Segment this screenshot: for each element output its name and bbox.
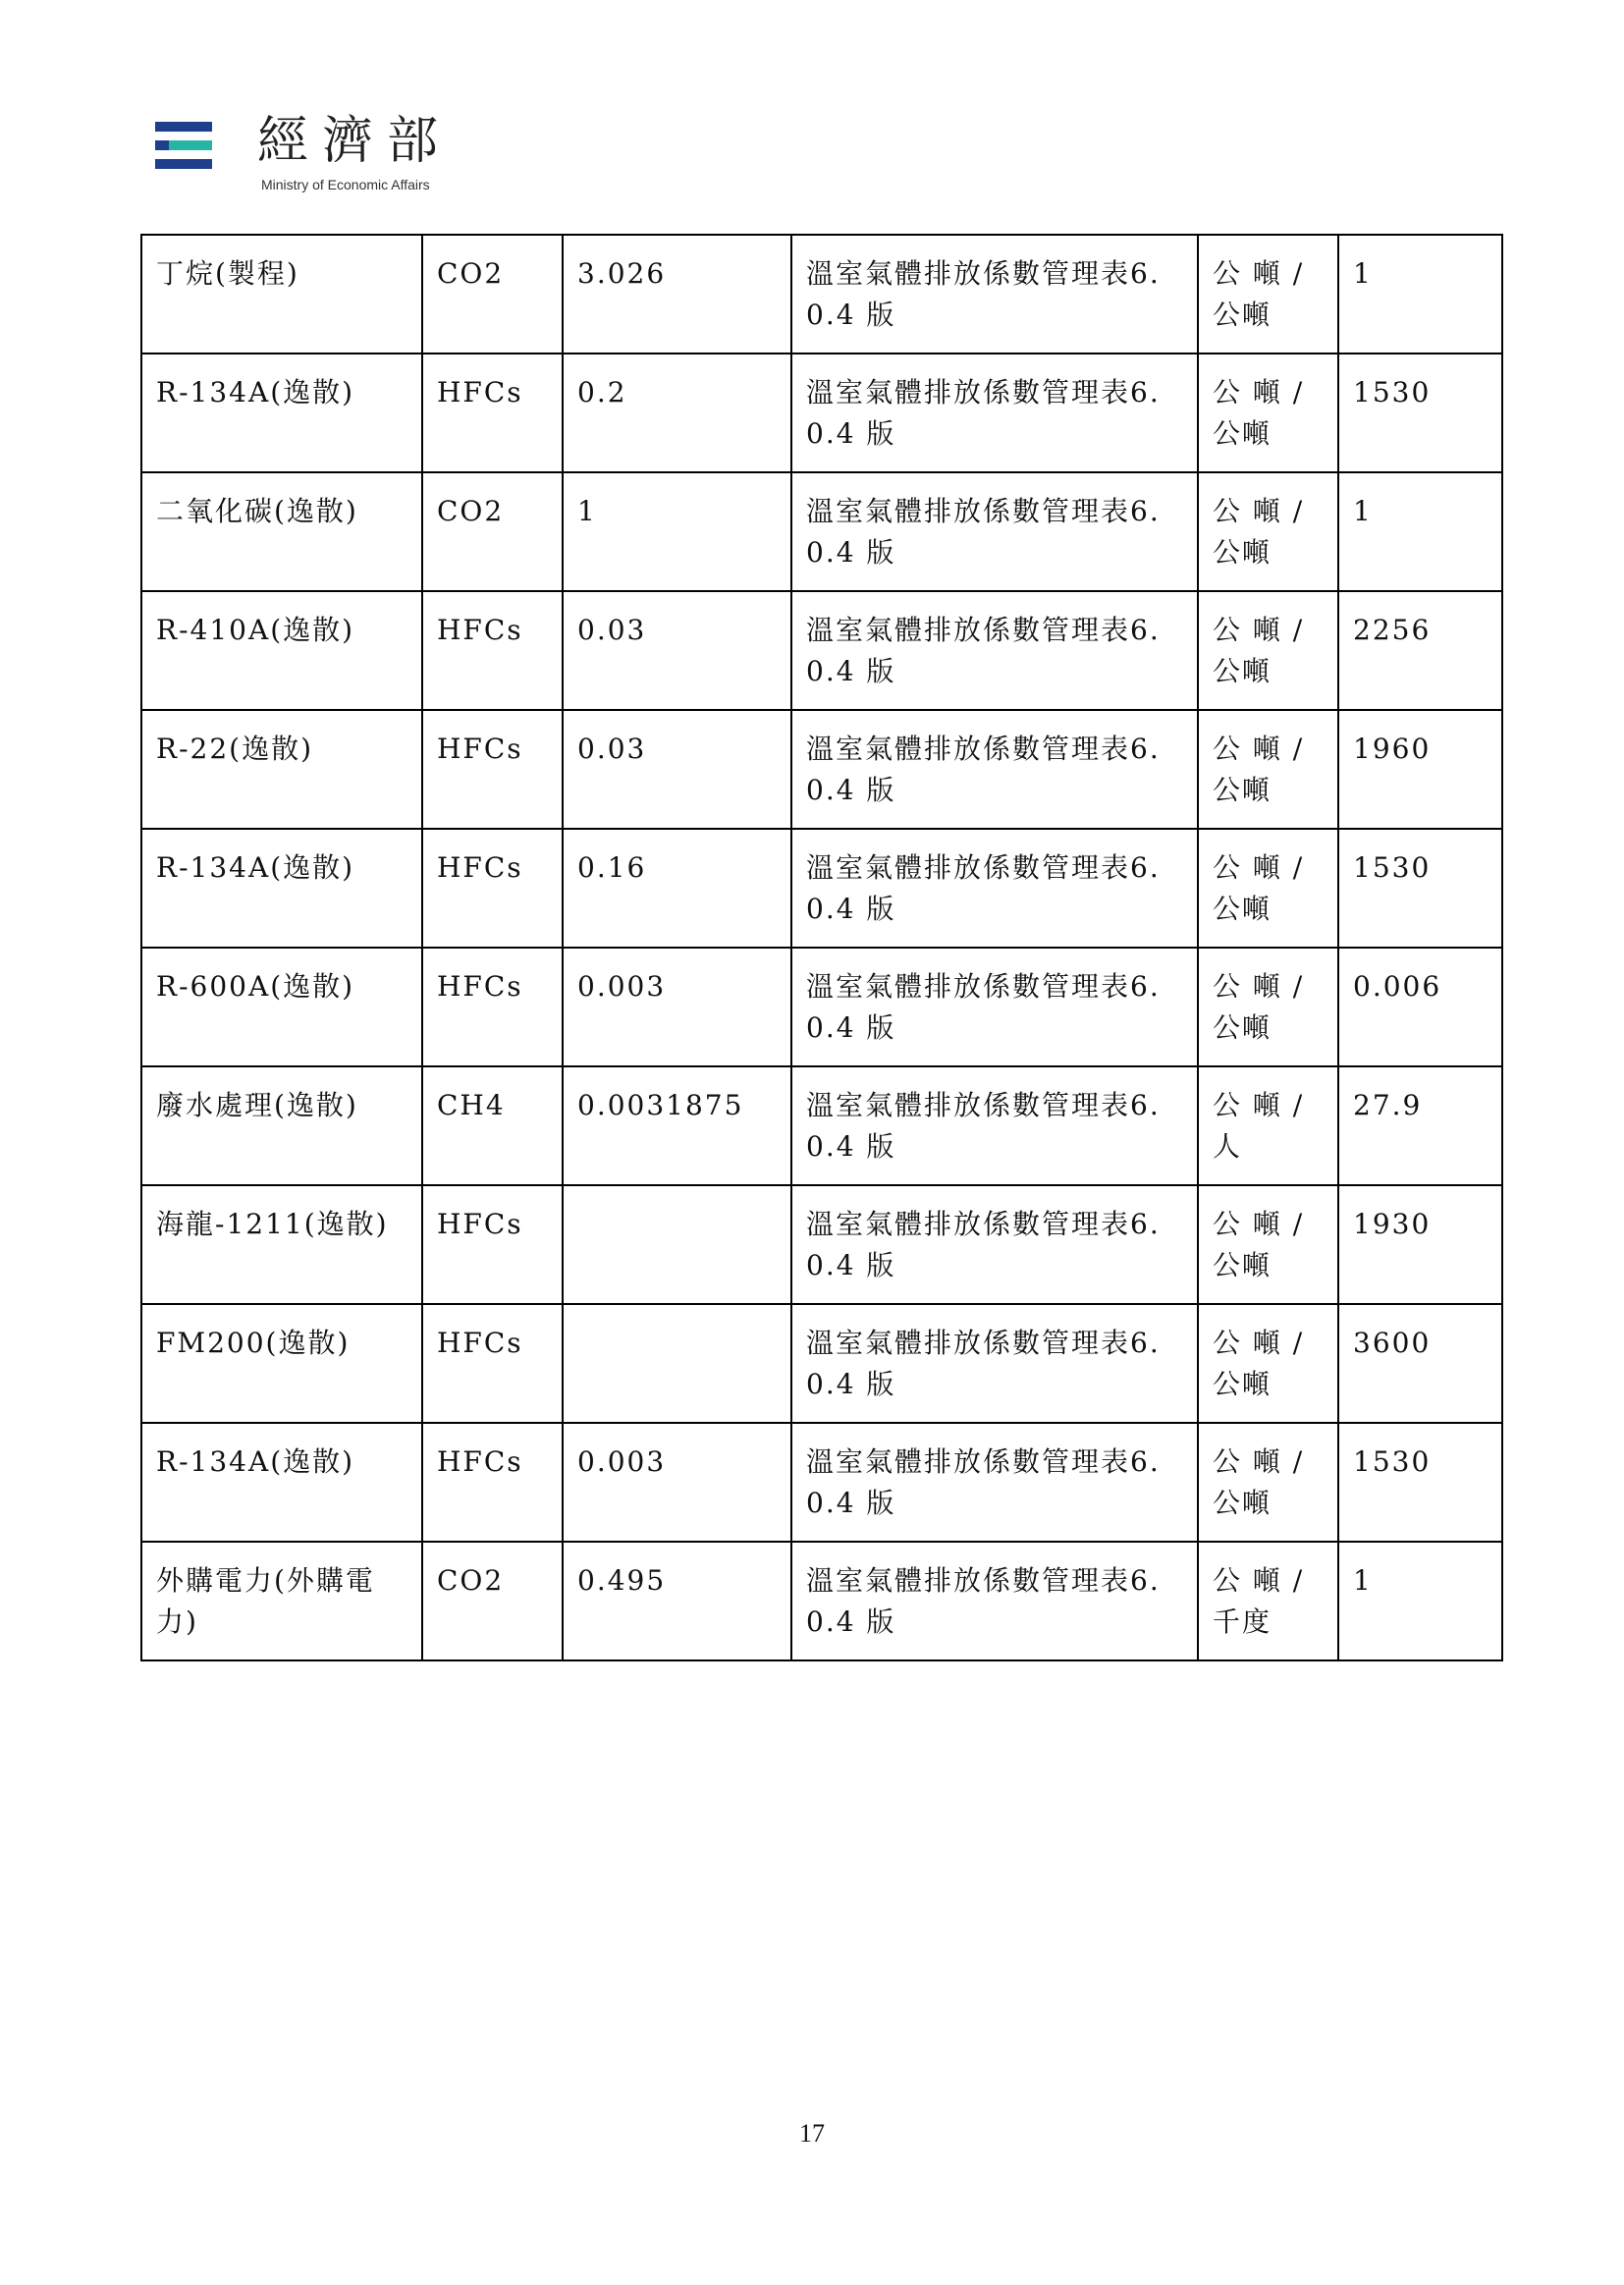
gas-type-cell: CH4 bbox=[422, 1066, 563, 1185]
emission-source-cell: 外購電力(外購電力) bbox=[141, 1542, 422, 1660]
factor-source-cell: 溫室氣體排放係數管理表6.0.4 版 bbox=[791, 1423, 1198, 1542]
factor-unit-cell: 公 噸 / 千度 bbox=[1198, 1542, 1338, 1660]
emission-factor-cell: 0.003 bbox=[563, 1423, 791, 1542]
table-row bbox=[141, 472, 1502, 591]
emission-factor-cell: 0.03 bbox=[563, 710, 791, 829]
factor-unit-cell: 公 噸 / 人 bbox=[1198, 1066, 1338, 1185]
emission-factor-cell: 3.026 bbox=[563, 235, 791, 354]
emission-source-cell: R-134A(逸散) bbox=[141, 354, 422, 472]
gwp-value-cell: 0.006 bbox=[1338, 948, 1502, 1066]
table-row bbox=[141, 235, 1502, 354]
ministry-logo bbox=[155, 112, 489, 194]
factor-source-cell: 溫室氣體排放係數管理表6.0.4 版 bbox=[791, 472, 1198, 591]
emission-factor-cell: 0.03 bbox=[563, 591, 791, 710]
factor-source-cell: 溫室氣體排放係數管理表6.0.4 版 bbox=[791, 710, 1198, 829]
factor-unit-cell: 公 噸 / 公噸 bbox=[1198, 235, 1338, 354]
gwp-value-cell: 27.9 bbox=[1338, 1066, 1502, 1185]
emission-source-cell: R-22(逸散) bbox=[141, 710, 422, 829]
emission-source-cell: 廢水處理(逸散) bbox=[141, 1066, 422, 1185]
gas-type-cell: HFCs bbox=[422, 1423, 563, 1542]
emission-source-cell: R-134A(逸散) bbox=[141, 1423, 422, 1542]
table-row bbox=[141, 1066, 1502, 1185]
gas-type-cell: HFCs bbox=[422, 591, 563, 710]
factor-unit-cell: 公 噸 / 公噸 bbox=[1198, 948, 1338, 1066]
org-name: 經濟部 bbox=[257, 112, 453, 171]
emission-source-cell: R-134A(逸散) bbox=[141, 829, 422, 948]
emission-factor-cell: 0.495 bbox=[563, 1542, 791, 1660]
gwp-value-cell: 1 bbox=[1338, 235, 1502, 354]
table-row bbox=[141, 591, 1502, 710]
gas-type-cell: CO2 bbox=[422, 235, 563, 354]
factor-unit-cell: 公 噸 / 公噸 bbox=[1198, 472, 1338, 591]
factor-unit-cell: 公 噸 / 公噸 bbox=[1198, 1304, 1338, 1423]
gwp-value-cell: 1 bbox=[1338, 472, 1502, 591]
gas-type-cell: HFCs bbox=[422, 354, 563, 472]
gas-type-cell: HFCs bbox=[422, 948, 563, 1066]
emission-factor-cell bbox=[563, 1304, 791, 1423]
emission-source-cell: R-410A(逸散) bbox=[141, 591, 422, 710]
emission-factor-cell bbox=[563, 1185, 791, 1304]
emission-factor-cell: 1 bbox=[563, 472, 791, 591]
emission-factor-table bbox=[140, 234, 1503, 1661]
emission-source-cell: R-600A(逸散) bbox=[141, 948, 422, 1066]
gas-type-cell: CO2 bbox=[422, 472, 563, 591]
table-row bbox=[141, 1542, 1502, 1660]
table-row bbox=[141, 1185, 1502, 1304]
factor-source-cell: 溫室氣體排放係數管理表6.0.4 版 bbox=[791, 235, 1198, 354]
gwp-value-cell: 1530 bbox=[1338, 354, 1502, 472]
gwp-value-cell: 3600 bbox=[1338, 1304, 1502, 1423]
emission-factor-cell: 0.0031875 bbox=[563, 1066, 791, 1185]
gas-type-cell: HFCs bbox=[422, 1304, 563, 1423]
table-row bbox=[141, 1304, 1502, 1423]
table-row bbox=[141, 948, 1502, 1066]
gas-type-cell: HFCs bbox=[422, 829, 563, 948]
factor-unit-cell: 公 噸 / 公噸 bbox=[1198, 710, 1338, 829]
factor-source-cell: 溫室氣體排放係數管理表6.0.4 版 bbox=[791, 1304, 1198, 1423]
page-number: 17 bbox=[799, 2119, 825, 2148]
emission-source-cell: 丁烷(製程) bbox=[141, 235, 422, 354]
factor-source-cell: 溫室氣體排放係數管理表6.0.4 版 bbox=[791, 1185, 1198, 1304]
emission-source-cell: FM200(逸散) bbox=[141, 1304, 422, 1423]
emission-source-cell: 二氧化碳(逸散) bbox=[141, 472, 422, 591]
emission-factor-cell: 0.16 bbox=[563, 829, 791, 948]
factor-unit-cell: 公 噸 / 公噸 bbox=[1198, 591, 1338, 710]
gwp-value-cell: 2256 bbox=[1338, 591, 1502, 710]
factor-unit-cell: 公 噸 / 公噸 bbox=[1198, 829, 1338, 948]
factor-source-cell: 溫室氣體排放係數管理表6.0.4 版 bbox=[791, 354, 1198, 472]
factor-source-cell: 溫室氣體排放係數管理表6.0.4 版 bbox=[791, 591, 1198, 710]
org-name-en: Ministry of Economic Affairs bbox=[261, 177, 430, 192]
table-row bbox=[141, 1423, 1502, 1542]
gas-type-cell: HFCs bbox=[422, 1185, 563, 1304]
ministry-emblem-icon bbox=[155, 122, 212, 181]
emission-factor-cell: 0.003 bbox=[563, 948, 791, 1066]
factor-unit-cell: 公 噸 / 公噸 bbox=[1198, 1423, 1338, 1542]
gas-type-cell: HFCs bbox=[422, 710, 563, 829]
gwp-value-cell: 1 bbox=[1338, 1542, 1502, 1660]
factor-source-cell: 溫室氣體排放係數管理表6.0.4 版 bbox=[791, 829, 1198, 948]
table-row bbox=[141, 710, 1502, 829]
emission-source-cell: 海龍-1211(逸散) bbox=[141, 1185, 422, 1304]
gwp-value-cell: 1530 bbox=[1338, 1423, 1502, 1542]
gas-type-cell: CO2 bbox=[422, 1542, 563, 1660]
gwp-value-cell: 1930 bbox=[1338, 1185, 1502, 1304]
factor-unit-cell: 公 噸 / 公噸 bbox=[1198, 354, 1338, 472]
factor-source-cell: 溫室氣體排放係數管理表6.0.4 版 bbox=[791, 1542, 1198, 1660]
gwp-value-cell: 1530 bbox=[1338, 829, 1502, 948]
factor-source-cell: 溫室氣體排放係數管理表6.0.4 版 bbox=[791, 1066, 1198, 1185]
table-row bbox=[141, 354, 1502, 472]
table-row bbox=[141, 829, 1502, 948]
factor-source-cell: 溫室氣體排放係數管理表6.0.4 版 bbox=[791, 948, 1198, 1066]
emission-factor-cell: 0.2 bbox=[563, 354, 791, 472]
gwp-value-cell: 1960 bbox=[1338, 710, 1502, 829]
factor-unit-cell: 公 噸 / 公噸 bbox=[1198, 1185, 1338, 1304]
